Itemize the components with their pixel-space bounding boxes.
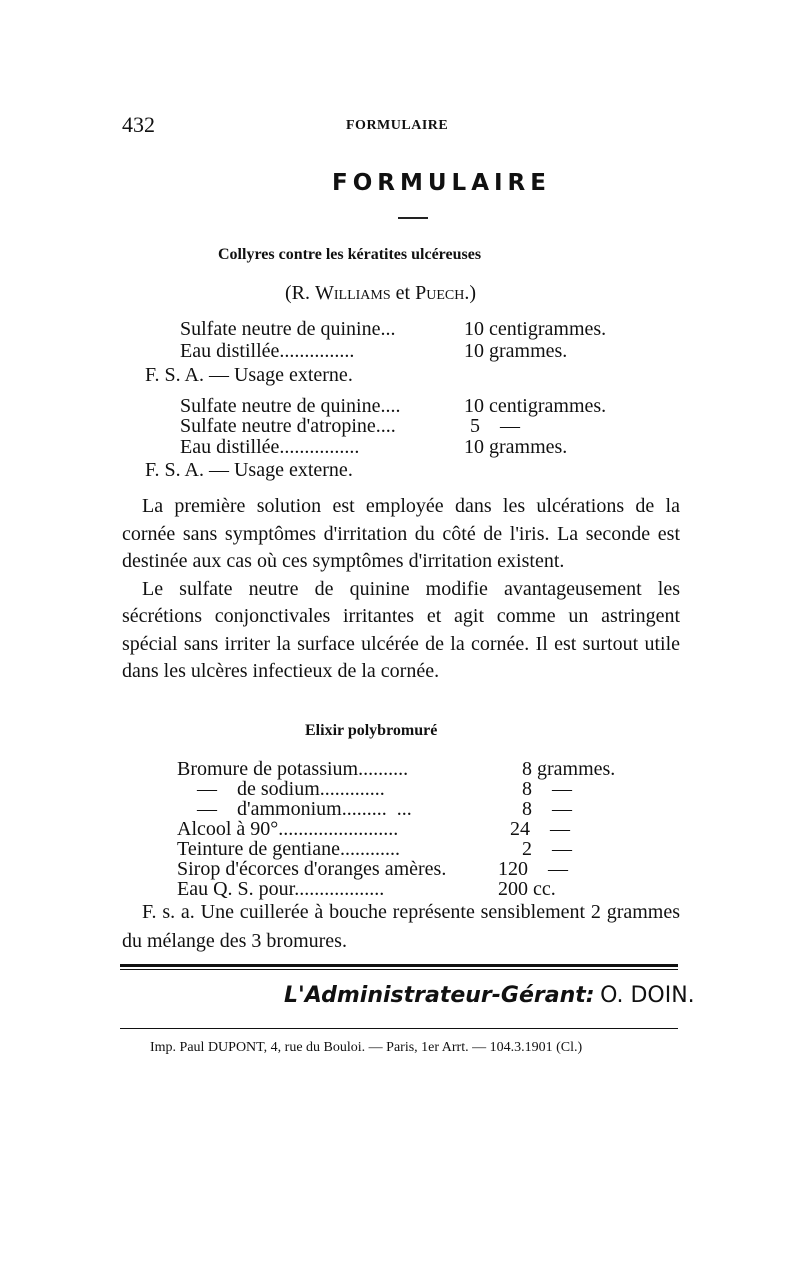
recipe2-qty: 10 centigrammes. bbox=[464, 395, 607, 417]
footer-rule bbox=[120, 964, 678, 967]
recipe2-qty: 10 grammes. bbox=[464, 436, 568, 458]
elixir-item: — de sodium............. bbox=[177, 778, 385, 800]
page-title: FORMULAIRE bbox=[332, 170, 551, 196]
elixir-item: Eau Q. S. pour.................. bbox=[177, 878, 385, 900]
elixir-item: Bromure de potassium.......... bbox=[177, 758, 409, 780]
elixir-note bbox=[122, 898, 680, 956]
recipe1-qty: 10 centigrammes. bbox=[464, 318, 607, 340]
authors-open: (R. bbox=[285, 282, 315, 304]
running-header: FORMULAIRE bbox=[346, 118, 449, 133]
paragraph: F. s. a. Une cuillerée à bouche représente sensiblement 2 grammes du mélange des 3 bromures. bbox=[122, 901, 680, 952]
recipe2-qty: 5 — bbox=[470, 415, 520, 437]
authors-close: .) bbox=[464, 282, 476, 304]
recipe1-note: F. S. A. — Usage externe. bbox=[145, 364, 353, 386]
recipe1-qty: 10 grammes. bbox=[464, 340, 568, 362]
imprint-rule bbox=[120, 1028, 678, 1029]
recipe2-item: Eau distillée................ bbox=[180, 436, 360, 458]
elixir-qty: 24 — bbox=[510, 818, 570, 840]
body-text bbox=[122, 493, 680, 686]
author-williams: Williams bbox=[315, 282, 391, 304]
elixir-qty: 2 — bbox=[522, 838, 572, 860]
footer-rule bbox=[120, 969, 678, 970]
author-puech: Puech bbox=[415, 282, 465, 304]
section-heading-collyres: Collyres contre les kératites ulcéreuses bbox=[218, 246, 482, 263]
elixir-qty: 200 cc. bbox=[498, 878, 556, 900]
elixir-qty: 8 grammes. bbox=[522, 758, 616, 780]
recipe1-item: Sulfate neutre de quinine... bbox=[180, 318, 396, 340]
recipe2-item: Sulfate neutre d'atropine.... bbox=[180, 415, 396, 437]
elixir-qty: 8 — bbox=[522, 778, 572, 800]
recipe2-item: Sulfate neutre de quinine.... bbox=[180, 395, 401, 417]
elixir-item: Sirop d'écorces d'oranges amères. bbox=[177, 858, 447, 880]
elixir-qty: 8 — bbox=[522, 798, 572, 820]
administrator-name: O. DOIN. bbox=[600, 983, 695, 1008]
recipe2-note: F. S. A. — Usage externe. bbox=[145, 459, 353, 481]
authors-and: et bbox=[390, 282, 416, 304]
page-number: 432 bbox=[122, 112, 155, 137]
paragraph: Le sulfate neutre de quinine modifie avantageusement les sécrétions conjonctivales irritantes et agit comme un astringent spécial sans irriter la surface ulcérée de la cornée. Il est surtout utile dans les ulcères infectieux de la cornée. bbox=[122, 577, 680, 682]
elixir-item: Teinture de gentiane............ bbox=[177, 838, 400, 860]
elixir-item: — d'ammonium......... ... bbox=[177, 798, 412, 820]
elixir-qty: 120 — bbox=[498, 858, 568, 880]
administrator-line bbox=[284, 982, 695, 1008]
administrator-label: L'Administrateur-Gérant: bbox=[284, 983, 595, 1008]
imprint: Imp. Paul DUPONT, 4, rue du Bouloi. — Paris, 1er Arrt. — 104.3.1901 (Cl.) bbox=[150, 1040, 583, 1055]
section-heading-elixir: Elixir polybromuré bbox=[305, 722, 438, 739]
recipe1-item: Eau distillée............... bbox=[180, 340, 355, 362]
paragraph: La première solution est employée dans les ulcérations de la cornée sans symptômes d'irritation du côté de l'iris. La seconde est destinée aux cas où ces symptômes d'irritation existent. bbox=[122, 495, 680, 572]
elixir-item: Alcool à 90°........................ bbox=[177, 818, 399, 840]
title-divider bbox=[398, 217, 428, 219]
authors-line bbox=[285, 282, 476, 305]
